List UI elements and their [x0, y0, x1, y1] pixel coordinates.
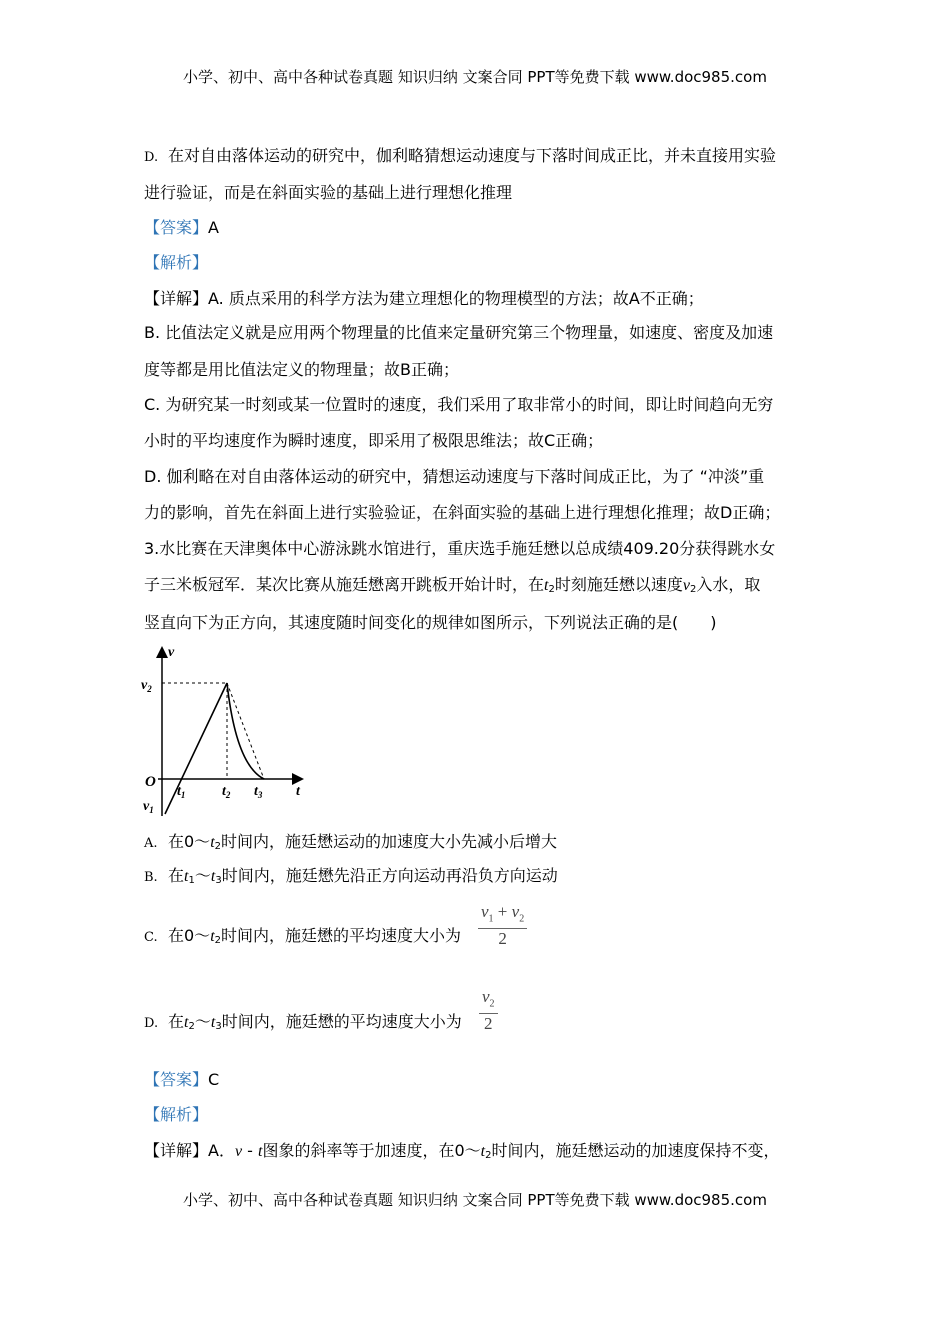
v2-label: $v_2$	[141, 678, 152, 694]
prev-detail-line: C. 为研究某一时刻或某一位置时的速度，我们采用了取非常小的时间，即让时间趋向无穷	[144, 395, 774, 414]
option-c: C. 在$0\sim t_2$时间内，施廷懋的平均速度大小为	[144, 926, 462, 946]
option-c-fraction: $v_1 + v_2$ 2	[478, 903, 527, 949]
option-d: D. 在$t_2\sim t_3$时间内，施廷懋的平均速度大小为	[144, 1012, 462, 1032]
q3-answer: 【答案】C	[144, 1070, 220, 1089]
prev-option-d-line2: 进行验证，而是在斜面实验的基础上进行理想化推理	[144, 183, 513, 202]
straight-decel-dashed	[227, 683, 264, 779]
prev-detail-line: 力的影响，首先在斜面上进行实验验证，在斜面实验的基础上进行理想化推理；故D正确；	[144, 503, 781, 522]
v1-label: $v_1$	[143, 799, 154, 815]
question3-line3: 竖直向下为正方向，其速度随时间变化的规律如图所示，下列说法正确的是( )	[144, 613, 717, 632]
q3-analysis-label: 【解析】	[144, 1105, 209, 1124]
option-d-fraction: $v_2$ 2	[479, 988, 498, 1034]
q3-detail-line: 【详解】A．v - t图象的斜率等于加速度，在$0\sim t_2$时间内，施廷懋运动的加速度保持不变，	[144, 1141, 780, 1161]
y-axis-label: v	[168, 645, 175, 660]
prev-option-d-line1: D. 在对自由落体运动的研究中，伽利略猜想运动速度与下落时间成正比，并未直接用实验	[144, 145, 776, 169]
prev-detail-line: 小时的平均速度作为瞬时速度，即采用了极限思维法；故C正确；	[144, 431, 604, 450]
x-axis-label: t	[296, 784, 300, 799]
option-b: B. 在$t_1\sim t_3$时间内，施廷懋先沿正方向运动再沿负方向运动	[144, 866, 558, 886]
origin-label: O	[145, 774, 156, 790]
option-a: A. 在$0\sim t_2$时间内，施廷懋运动的加速度大小先减小后增大	[144, 832, 558, 852]
velocity-curve	[227, 683, 264, 779]
page-footer: 小学、初中、高中各种试卷真题 知识归纳 文案合同 PPT等免费下载 www.doc985.com	[183, 1191, 767, 1209]
prev-detail-line: 【详解】A. 质点采用的科学方法为建立理想化的物理模型的方法；故A不正确；	[144, 289, 704, 308]
prev-analysis-label: 【解析】	[144, 253, 209, 272]
prev-detail-line: B. 比值法定义就是应用两个物理量的比值来定量研究第三个物理量，如速度、密度及加速	[144, 323, 774, 342]
question3-line1: 3.水比赛在天津奥体中心游泳跳水馆进行，重庆选手施廷懋以总成绩409.20分获得跳水女	[144, 539, 776, 558]
prev-detail-line: 度等都是用比值法定义的物理量；故B正确；	[144, 360, 459, 379]
option-letter: D.	[144, 150, 159, 165]
prev-answer: 【答案】A	[144, 218, 219, 237]
velocity-time-graph	[138, 640, 318, 820]
t1-label: $t_1$	[177, 784, 186, 800]
t2-label: $t_2$	[222, 784, 231, 800]
question3-line2: 子三米板冠军．某次比赛从施廷懋离开跳板开始计时，在$t_2$时刻施廷懋以速度$v_2$入水，取	[144, 575, 761, 595]
velocity-line	[165, 683, 227, 814]
prev-detail-line: D. 伽利略在对自由落体运动的研究中，猜想运动速度与下落时间成正比，为了 “冲淡”重	[144, 467, 765, 486]
t3-label: $t_3$	[254, 784, 263, 800]
page-header: 小学、初中、高中各种试卷真题 知识归纳 文案合同 PPT等免费下载 www.doc985.com	[183, 68, 767, 86]
